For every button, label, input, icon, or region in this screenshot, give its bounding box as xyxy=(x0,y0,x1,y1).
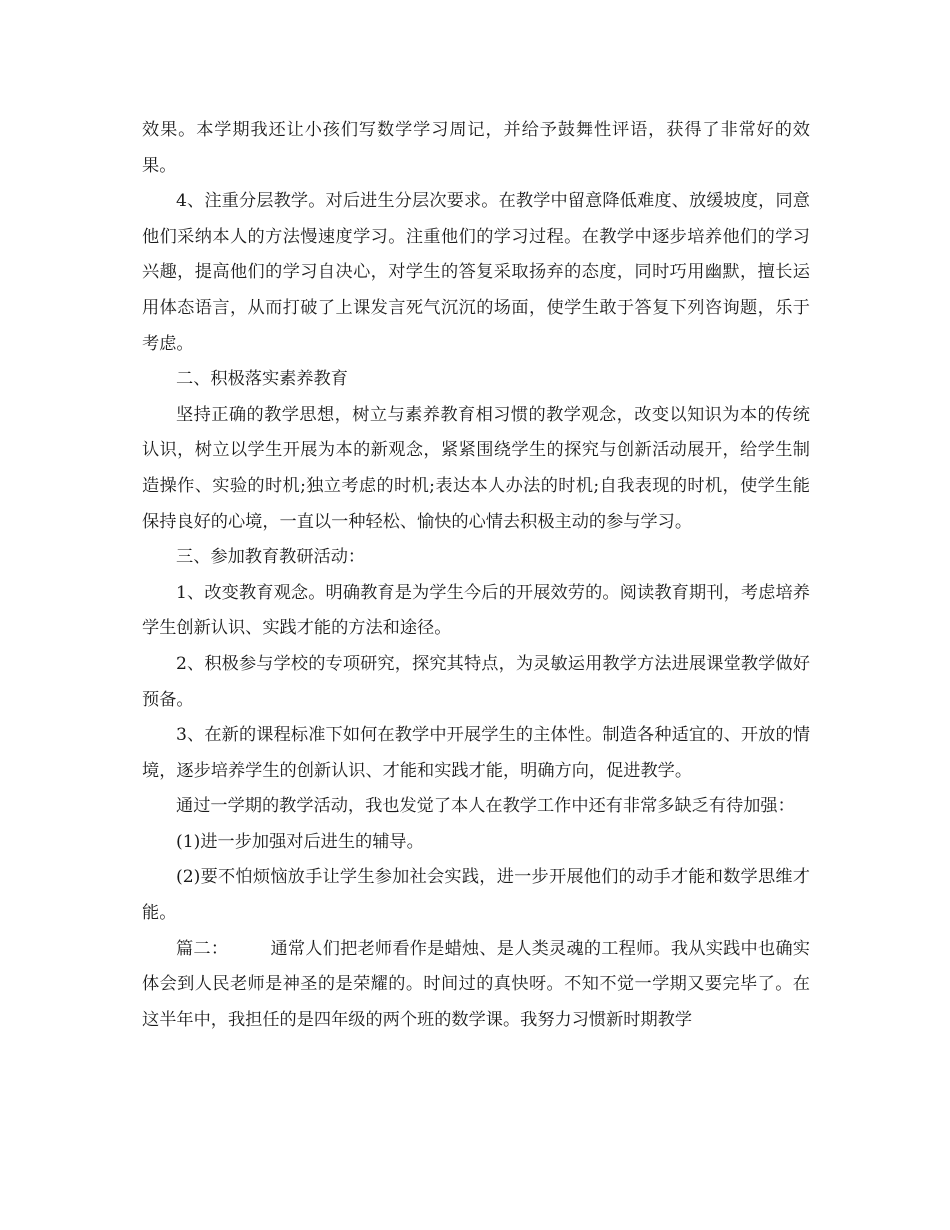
paragraph-part-two xyxy=(142,932,810,1039)
document-body xyxy=(142,113,810,1038)
paragraph-item-1: 1、改变教育观念。明确教育是为学生今后的开展效劳的。阅读教育期刊，考虑培养学生创新认识、实践才能的方法和途径。 xyxy=(142,582,810,639)
paragraph-item-2: 2、积极参与学校的专项研究，探究其特点，为灵敏运用教学方法进展课堂教学做好预备。 xyxy=(142,653,810,710)
paragraph-improvement-2: (2)要不怕烦恼放手让学生参加社会实践，进一步开展他们的动手才能和数学思维才能。 xyxy=(142,867,810,924)
paragraph-improvement-1: (1)进一步加强对后进生的辅导。 xyxy=(176,831,424,852)
part-two-text: 通常人们把老师看作是蜡烛、是人类灵魂的工程师。我从实践中也确实体会到人民老师是神圣的是荣耀的。时间过的真快呀。不知不觉一学期又要完毕了。在这半年中，我担任的是四年级的两个班的数学课。我努力习惯新时期教学 xyxy=(142,938,810,1030)
paragraph-teaching-philosophy: 坚持正确的教学思想，树立与素养教育相习惯的教学观念，改变以知识为本的传统认识，树立以学生开展为本的新观念，紧紧围绕学生的探究与创新活动展开，给学生制造操作、实验的时机;独立考虑的时机;表达本人办法的时机;自我表现的时机，使学生能保持良好的心境，一直以一种轻松、愉快的心情去积极主动的参与学习。 xyxy=(142,404,810,532)
paragraph-layered-teaching: 4、注重分层教学。对后进生分层次要求。在教学中留意降低难度、放缓坡度，同意他们采纳本人的方法慢速度学习。注重他们的学习过程。在教学中逐步培养他们的学习兴趣，提高他们的学习自决心，对学生的答复采取扬弃的态度，同时巧用幽默，擅长运用体态语言，从而打破了上课发言死气沉沉的场面，使学生敢于答复下列咨询题，乐于考虑。 xyxy=(142,191,810,354)
paragraph-effect: 效果。本学期我还让小孩们写数学学习周记，并给予鼓舞性评语，获得了非常好的效果。 xyxy=(142,120,810,176)
section-heading-quality-education: 二、积极落实素养教育 xyxy=(176,369,348,390)
paragraph-item-3: 3、在新的课程标准下如何在教学中开展学生的主体性。制造各种适宜的、开放的情境，逐步培养学生的创新认识、才能和实践才能，明确方向，促进教学。 xyxy=(142,725,810,781)
part-two-label: 篇二： xyxy=(176,938,229,959)
paragraph-reflection: 通过一学期的教学活动，我也发觉了本人在教学工作中还有非常多缺乏有待加强： xyxy=(176,796,795,817)
section-heading-research-activities: 三、参加教育教研活动： xyxy=(176,547,366,568)
